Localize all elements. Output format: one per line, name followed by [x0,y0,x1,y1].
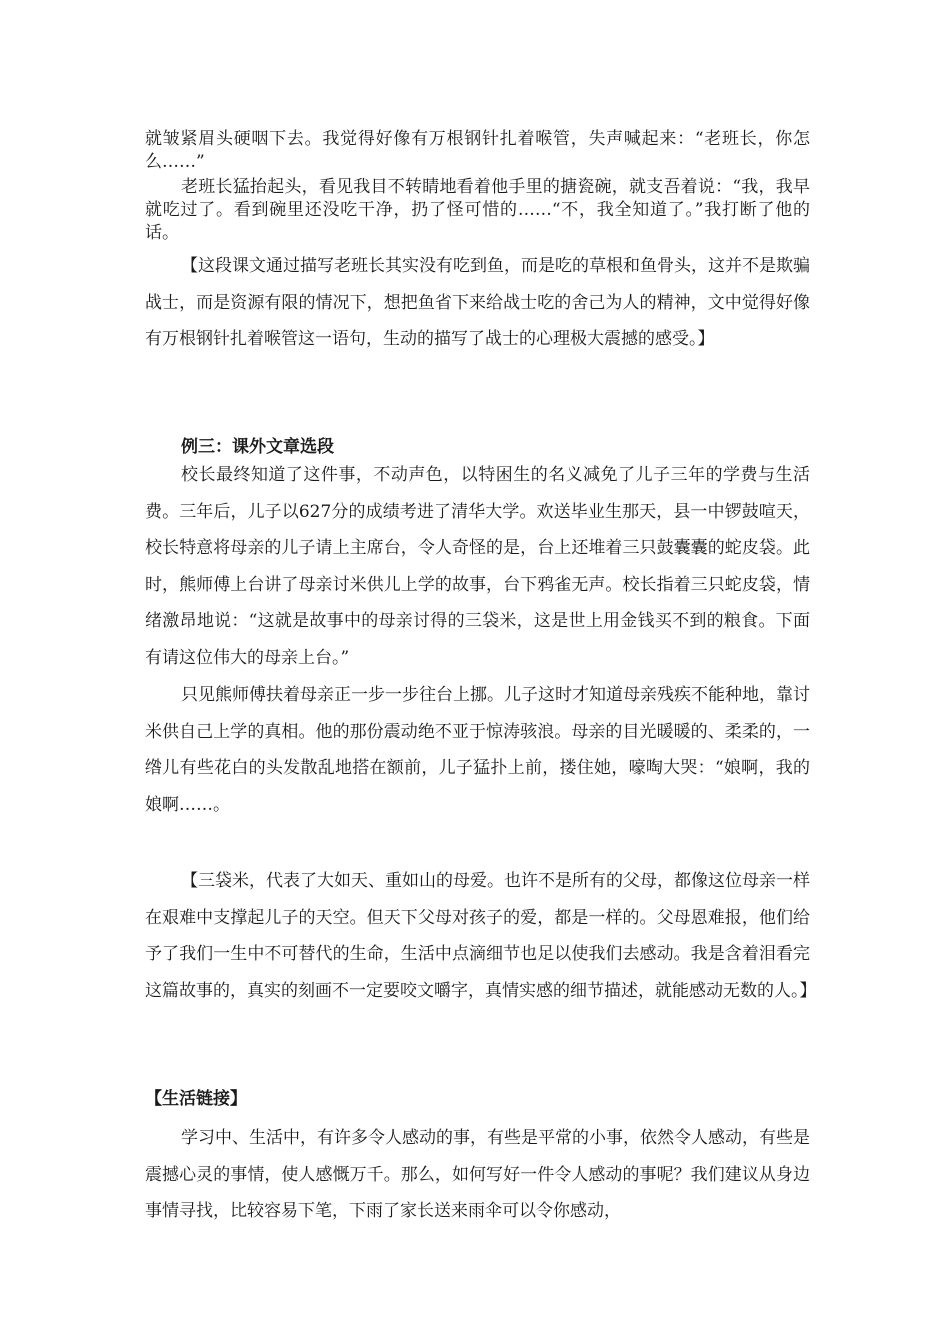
commentary-paragraph-1: 【这段课文通过描写老班长其实没有吃到鱼，而是吃的草根和鱼骨头，这并不是欺骗战士，而是资源有限的情况下，想把鱼省下来给战士吃的舍己为人的精神，文中觉得好像有万根钢针扎着喉管这一语句，生动的描写了战士的心理极大震撼的感受。】 [145,256,810,349]
life-link-heading: 【生活链接】 [145,1089,247,1109]
example-three-paragraph-2: 只见熊师傅扶着母亲正一步一步往台上挪。儿子这时才知道母亲残疾不能种地，靠讨米供自己上学的真相。他的那份震动绝不亚于惊涛骇浪。母亲的目光暖暖的、柔柔的，一绺儿有些花白的头发散乱地搭在额前，儿子猛扑上前，搂住她，嚎啕大哭：“娘啊，我的娘啊……。 [145,685,810,815]
example-three-heading: 例三：课外文章选段 [181,437,334,457]
story-continuation-paragraph: 就皱紧眉头硬咽下去。我觉得好像有万根钢针扎着喉管，失声喊起来：“老班长，你怎么……” [145,129,810,172]
life-link-paragraph: 学习中、生活中，有许多令人感动的事，有些是平常的小事，依然令人感动，有些是震撼心灵的事情，使人感慨万千。那么，如何写好一件令人感动的事呢？我们建议从身边事情寻找，比较容易下笔，下雨了家长送来雨伞可以令你感动， [145,1128,810,1221]
commentary-paragraph-2: 【三袋米，代表了大如天、重如山的母爱。也许不是所有的父母，都像这位母亲一样在艰难中支撑起儿子的天空。但天下父母对孩子的爱，都是一样的。父母恩难报，他们给予了我们一生中不可替代的生命，生活中点滴细节也足以使我们去感动。我是含着泪看完这篇故事的，真实的刻画不一定要咬文嚼字，真情实感的细节描述，就能感动无数的人。】 [145,871,817,1001]
story-dialogue-paragraph: 老班长猛抬起头，看见我目不转睛地看着他手里的搪瓷碗，就支吾着说：“我，我早就吃过了。看到碗里还没吃干净，扔了怪可惜的……“不，我全知道了。”我打断了他的话。 [145,177,810,243]
example-three-paragraph-1: 校长最终知道了这件事，不动声色，以特困生的名义减免了儿子三年的学费与生活费。三年后，儿子以627分的成绩考进了清华大学。欢送毕业生那天，县一中锣鼓喧天，校长特意将母亲的儿子请上主席台，令人奇怪的是，台上还堆着三只鼓囊囊的蛇皮袋。此时，熊师傅上台讲了母亲讨米供儿上学的故事，台下鸦雀无声。校长指着三只蛇皮袋，情绪激昂地说：“这就是故事中的母亲讨得的三袋米，这是世上用金钱买不到的粮食。下面有请这位伟大的母亲上台。” [145,465,810,668]
